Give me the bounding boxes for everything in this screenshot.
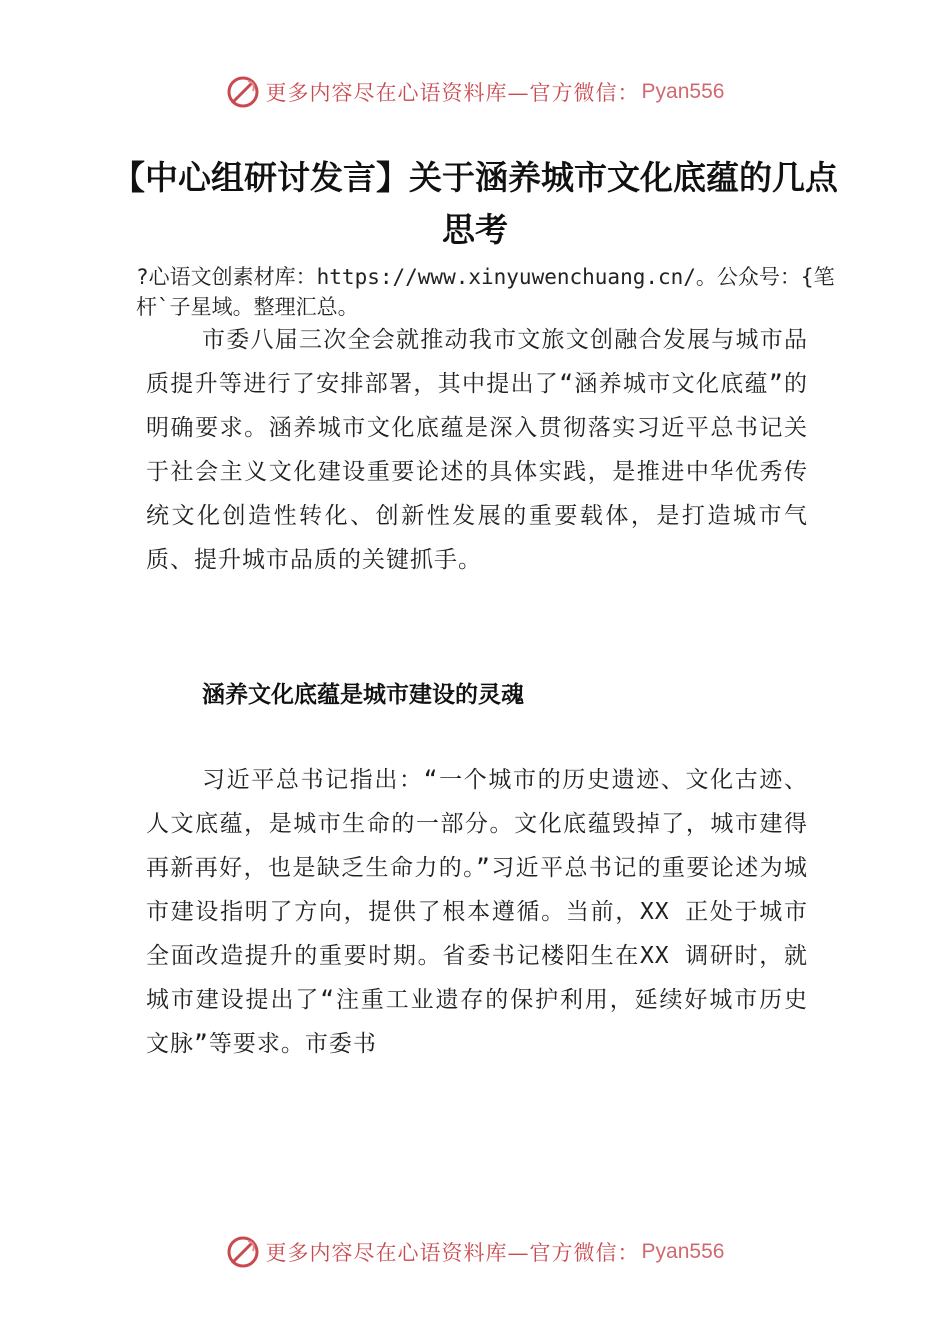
banner-handle: Pyan556 [641, 80, 725, 103]
footer-banner [0, 1232, 950, 1272]
banner-text: 更多内容尽在心语资料库—官方微信： [265, 81, 640, 105]
paragraph: 市委八届三次全会就推动我市文旅文创融合发展与城市品质提升等进行了安排部署，其中提出了“涵养城市文化底蕴”的明确要求。涵养城市文化底蕴是深入贯彻落实习近平总书记关于社会主义文化建设重要论述的具体实践，是推进中华优秀传统文化创造性转化、创新性发展的重要载体，是打造城市气质、提升城市品质的关键抓手。 [146, 327, 808, 573]
banner-text: 更多内容尽在心语资料库—官方微信： [265, 1241, 640, 1265]
source-line: ?心语文创素材库：https://www.xinyuwenchuang.cn/。公众号：{笔杆`子星域。整理汇总。 [136, 265, 835, 319]
paragraph: 习近平总书记指出：“一个城市的历史遗迹、文化古迹、人文底蕴，是城市生命的一部分。文化底蕴毁掉了，城市建得再新再好，也是缺乏生命力的。”习近平总书记的重要论述为城市建设指明了方向，提供了根本遵循。当前，XX 正处于城市全面改造提升的重要时期。省委书记楼阳生在XX 调研时，就城市建设提出了“注重工业遗存的保护利用，延续好城市历史文脉”等要求。市委书 [146, 767, 808, 1057]
document-title: 【中心组研讨发言】关于涵养城市文化底蕴的几点思考 [112, 158, 838, 249]
logo-icon [226, 1235, 260, 1269]
banner-handle: Pyan556 [641, 1240, 725, 1263]
section-heading: 涵养文化底蕴是城市建设的灵魂 [202, 682, 524, 708]
header-banner [0, 72, 950, 112]
logo-icon [226, 75, 260, 109]
